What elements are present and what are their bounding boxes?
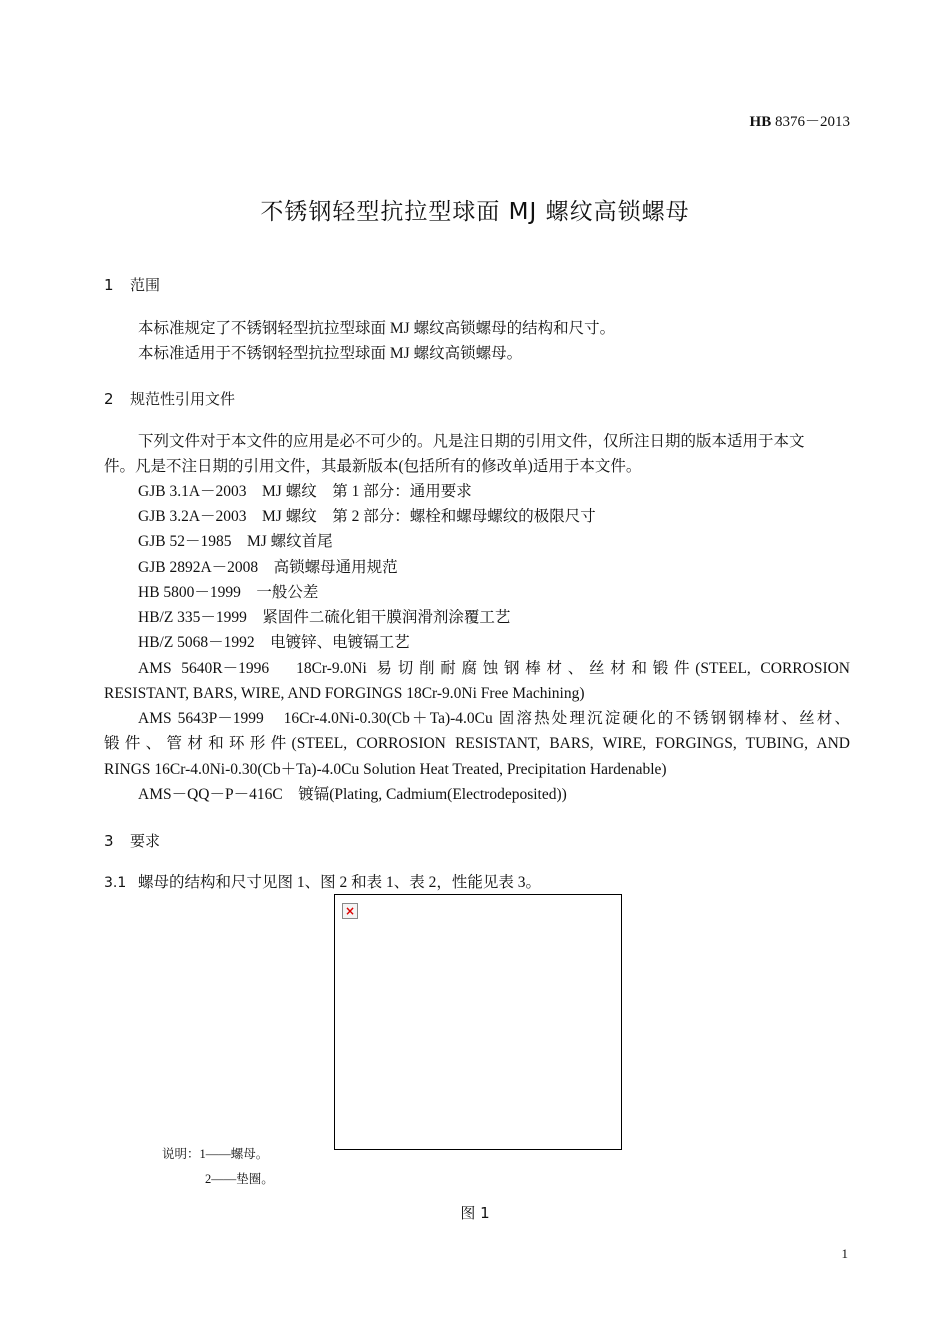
legend-item: 2——垫圈。 xyxy=(205,1172,274,1186)
page-number: 1 xyxy=(841,1246,848,1261)
reference-item: GJB 3.1A－2003 MJ 螺纹 第 1 部分：通用要求 xyxy=(138,483,472,500)
reference-item-continued: 锻件、管材和环形件(STEEL, CORROSION RESISTANT, BARS, WIRE, FORGINGS, TUBING, AND xyxy=(104,735,850,752)
reference-item: HB 5800－1999 一般公差 xyxy=(138,584,319,601)
figure-caption: 图 1 xyxy=(460,1204,490,1222)
section-number: 2 xyxy=(104,390,114,408)
section-2-heading xyxy=(104,388,235,409)
reference-item: AMS 5640R－1996 18Cr-9.0Ni 易切削耐腐蚀钢棒材、丝材和锻件(STEEL, CORROSION xyxy=(138,660,850,677)
reference-item: GJB 2892A－2008 高锁螺母通用规范 xyxy=(138,559,398,576)
paragraph: 下列文件对于本文件的应用是必不可少的。凡是注日期的引用文件，仅所注日期的版本适用于本文 xyxy=(138,433,805,450)
figure-image-frame xyxy=(334,894,622,1150)
section-number: 3 xyxy=(104,832,114,850)
document-number xyxy=(750,110,850,131)
reference-item-continued: RINGS 16Cr-4.0Ni-0.30(Cb＋Ta)-4.0Cu Solution Heat Treated, Precipitation Hardenable) xyxy=(104,761,667,778)
subsection-number: 3.1 xyxy=(104,875,127,891)
reference-item: GJB 3.2A－2003 MJ 螺纹 第 2 部分：螺栓和螺母螺纹的极限尺寸 xyxy=(138,508,596,525)
reference-item: AMS－QQ－P－416C 镀镉(Plating, Cadmium(Electrodeposited)) xyxy=(138,786,567,803)
reference-item: HB/Z 335－1999 紧固件二硫化钼干膜润滑剂涂覆工艺 xyxy=(138,609,511,626)
reference-item: AMS 5643P－1999 16Cr-4.0Ni-0.30(Cb＋Ta)-4.0Cu 固溶热处理沉淀硬化的不锈钢钢棒材、丝材、 xyxy=(138,710,850,727)
doc-prefix: HB xyxy=(749,114,772,130)
section-title: 范围 xyxy=(130,276,161,294)
section-title: 要求 xyxy=(130,832,161,850)
reference-item: HB/Z 5068－1992 电镀锌、电镀镉工艺 xyxy=(138,634,410,651)
reference-item: GJB 52－1985 MJ 螺纹首尾 xyxy=(138,533,333,550)
paragraph: 件。凡是不注日期的引用文件，其最新版本(包括所有的修改单)适用于本文件。 xyxy=(104,458,642,475)
doc-code: 8376－2013 xyxy=(774,114,850,130)
page-title: 不锈钢轻型抗拉型球面 MJ 螺纹高锁螺母 xyxy=(260,199,690,225)
section-title: 规范性引用文件 xyxy=(130,390,236,408)
subsection-text: 螺母的结构和尺寸见图 1、图 2 和表 1、表 2，性能见表 3。 xyxy=(138,874,542,891)
broken-image-icon: × xyxy=(342,903,358,919)
legend-item: 1——螺母。 xyxy=(199,1147,269,1161)
paragraph: 本标准适用于不锈钢轻型抗拉型球面 MJ 螺纹高锁螺母。 xyxy=(138,345,523,362)
section-number: 1 xyxy=(104,276,114,294)
subsection-3-1 xyxy=(104,870,541,896)
paragraph: 本标准规定了不锈钢轻型抗拉型球面 MJ 螺纹高锁螺母的结构和尺寸。 xyxy=(138,320,616,337)
section-3-heading xyxy=(104,830,160,851)
reference-item-continued: RESISTANT, BARS, WIRE, AND FORGINGS 18Cr-9.0Ni Free Machining) xyxy=(104,685,585,702)
figure-legend xyxy=(162,1144,268,1162)
section-1-heading xyxy=(104,274,160,295)
legend-label: 说明： xyxy=(162,1147,200,1161)
